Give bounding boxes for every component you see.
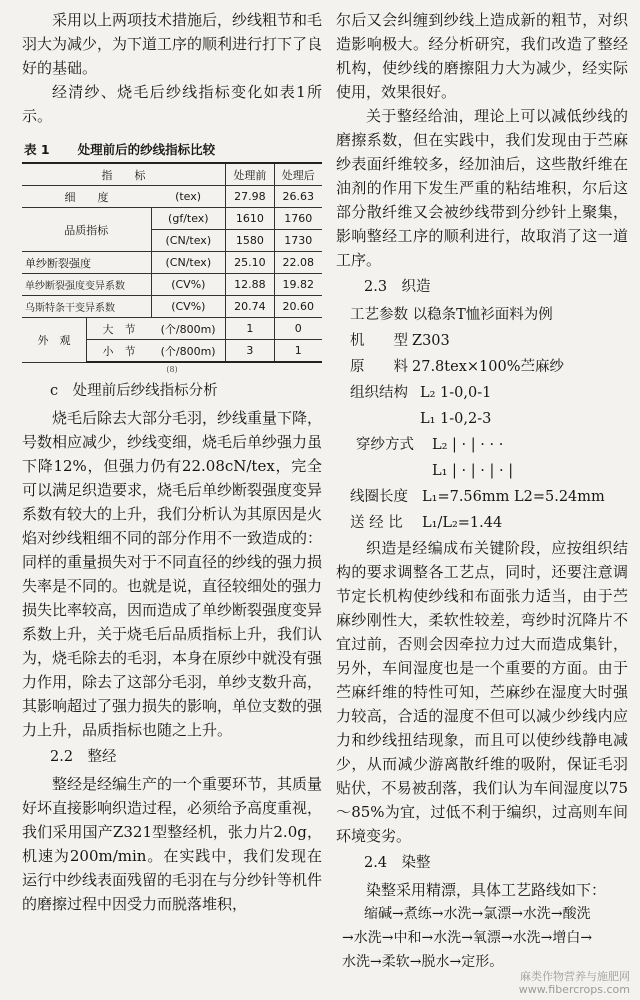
paragraph: 整经是经编生产的一个重要环节，其质量好坏直接影响织造过程，必须给予高度重视，我们采用国产Z321型整经机，张力片2.0g，机速为200m/min。在实践中，我们发现在运行中纱线表面残留的毛羽在与分纱针等机件的磨擦过程中因受力而脱落堆积， [22, 775, 323, 913]
process-route-line: 水洗→柔软→脱水→定形。 [342, 954, 504, 970]
table-row: 小 节 (个/800m) 3 1 [22, 340, 322, 363]
left-column [22, 8, 322, 916]
table-footnote-mark: (8) [166, 365, 178, 374]
paragraph: 织造是经编成布关键阶段，应按组织结构的要求调整各工艺点，同时，还要注意调节定长机构使纱线和布面张力适当，由于苎麻纱刚性大，柔软性较差，弯纱时沉降片不宜过前，否则会因牵拉力过大而造成集针，另外，车间湿度也是一个重要的方面。由于苎麻纤维的特性可知，苎麻纱在湿度大时强力较高，合适的湿度不但可以减少纱线内应力和纱线扭结现象，而且可以使纱线静电减少，从而减少游离散纤维的吸附，保证毛羽贴伏，不易被刮落，我们认为车间湿度以75～85%为宜，过低不利于编织，过高则车间环境变劣。 [336, 539, 628, 845]
paragraph: 染整采用精漂，具体工艺路线如下： [366, 881, 607, 899]
table-caption [24, 140, 322, 158]
right-column [336, 8, 628, 974]
param-process: 工艺参数 以稳条T恤衫面料为例 [350, 307, 553, 323]
col-indicator: 指 标 [22, 163, 226, 186]
table-row: 细 度 (tex) 27.98 26.63 [22, 186, 322, 208]
paragraph: 采用以上两项技术措施后，纱线粗节和毛羽大为减少，为下道工序的顺利进行打下了良好的基础。 [22, 11, 323, 77]
table-row: (CN/tex) 1580 1730 [22, 230, 322, 252]
process-route-line: →水洗→中和→水洗→氧漂→水洗→增白→ [342, 930, 593, 946]
param-loop-length: 线圈长度 L₁=7.56mm L2=5.24mm [350, 489, 605, 505]
table-row: 单纱断裂强度变异系数 (CV%) 12.88 19.82 [22, 274, 322, 296]
subsection-heading: c 处理前后纱线指标分析 [50, 383, 218, 399]
table-row: 单纱断裂强度 (CN/tex) 25.10 22.08 [22, 252, 322, 274]
table-title: 处理前后的纱线指标比较 [77, 142, 216, 157]
param-feed-ratio: 送 经 比 L₁/L₂=1.44 [350, 515, 503, 531]
table-row: 外 观 大 节 (个/800m) 1 0 [22, 318, 322, 340]
param-threading: 穿纱方式 L₂ | · | · · · [356, 437, 504, 453]
yarn-index-table [22, 162, 322, 363]
param-structure: 组织结构 L₂ 1-0,0-1 [350, 385, 492, 401]
process-route-line: 缩碱→煮练→水洗→氯漂→水洗→酸洗 [364, 906, 591, 922]
site-watermark: 麻类作物营养与施肥网 www.fibercrops.com [518, 970, 630, 996]
paragraph: 尔后又会纠缠到纱线上造成新的粗节，对织造影响极大。经分析研究，我们改造了整经机构，使纱线的磨擦阻力大为减少，经实际使用，效果很好。 [336, 11, 628, 101]
table-header-row [22, 163, 322, 186]
param-machine: 机 型 Z303 [350, 333, 450, 349]
paragraph: 烧毛后除去大部分毛羽，纱线重量下降，号数相应减少，纱线变细，烧毛后单纱强力虽下降12%，但强力仍有22.08cN/tex，完全可以满足织造要求，烧毛后单纱断裂强度变异系数有较大的上升，我们分析认为其原因是火焰对纱线粗细不同的部分作用不一致造成的：同样的重量损失对于不同直径的纱线的强力损失率是不同的。也就是说，直径较细处的强力损失比率较高，因而造成了单纱断裂强度变异系数上升，关于烧毛后品质指标上升，我们认为，烧毛除去的毛羽，本身在原纱中就没有强力作用，除去了这部分毛羽，单纱支数升高，其影响超过了强力损失的影响，单位支数的强力上升，品质指标也随之上升。 [22, 409, 323, 739]
paragraph: 关于整经给油，理论上可以减低纱线的磨擦系数，但在实践中，我们发现由于苎麻纱表面纤维较多，经加油后，这些散纤维在油剂的作用下发生严重的粘结堆积，尔后这部分散纤维又会被纱线带到分纱针上聚集，影响整经工序的顺利进行，故取消了这一道工序。 [336, 107, 628, 269]
section-heading: 2.4 染整 [364, 855, 431, 871]
param-threading-l1: L₁ | · | · | · | [432, 463, 514, 479]
section-heading: 2.2 整经 [50, 749, 117, 765]
section-heading: 2.3 织造 [364, 279, 431, 295]
param-structure-l1: L₁ 1-0,2-3 [420, 411, 492, 427]
table-row: 品质指标 (gf/tex) 1610 1760 [22, 208, 322, 230]
col-before: 处理前 [226, 163, 274, 186]
table-row: 乌斯特条干变异系数 (CV%) 20.74 20.60 [22, 296, 322, 318]
table-number: 表 1 [24, 142, 50, 157]
paragraph: 经清纱、烧毛后纱线指标变化如表1所示。 [22, 83, 322, 125]
col-after: 处理后 [274, 163, 322, 186]
param-material: 原 料 27.8tex×100%苎麻纱 [350, 359, 564, 375]
